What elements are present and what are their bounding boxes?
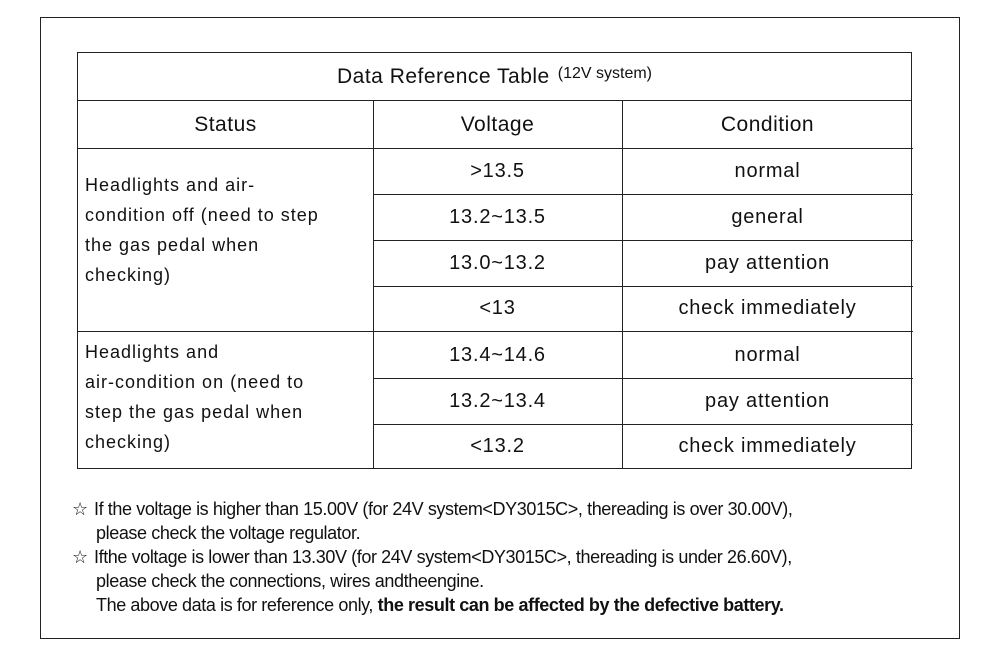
disclaimer-text: The above data is for reference only, <box>96 595 378 615</box>
disclaimer <box>72 593 932 617</box>
voltage-cell: >13.5 <box>470 160 525 182</box>
disclaimer-bold-text: the result can be affected by the defective battery. <box>377 595 784 615</box>
header-voltage: Voltage <box>373 101 622 149</box>
voltage-cell: 13.4~14.6 <box>449 343 546 366</box>
note-text: If the voltage is higher than 15.00V (for 24V system<DY3015C>, thereading is over 30.00V), <box>94 499 793 519</box>
note-low-voltage <box>72 545 932 569</box>
note-text: please check the connections, wires andtheengine. <box>96 571 484 591</box>
condition-cell: normal <box>734 160 801 182</box>
star-icon: ☆ <box>72 499 88 519</box>
header-status: Status <box>78 101 373 149</box>
voltage-cell: <13.2 <box>470 434 525 457</box>
voltage-cell: 13.0~13.2 <box>449 251 546 274</box>
status-headlights-ac-on: Headlights and air-condition on (need to step the gas pedal when checking) <box>85 342 305 452</box>
table-title: Data Reference Table <box>337 64 550 88</box>
condition-cell: general <box>731 205 804 228</box>
condition-cell: check immediately <box>678 434 857 457</box>
condition-cell: normal <box>734 343 801 366</box>
voltage-cell: <13 <box>479 297 516 319</box>
table-title-row <box>78 53 911 101</box>
star-icon: ☆ <box>72 547 88 567</box>
table-subtitle: (12V system) <box>557 64 652 82</box>
voltage-cell: 13.2~13.4 <box>449 389 546 412</box>
condition-cell: pay attention <box>705 251 830 274</box>
note-high-voltage <box>72 497 932 521</box>
status-headlights-ac-off: Headlights and air- condition off (need to step the gas pedal when checking) <box>85 175 319 285</box>
condition-cell: check immediately <box>678 297 857 319</box>
note-text: please check the voltage regulator. <box>96 523 361 543</box>
note-text: Ifthe voltage is lower than 13.30V (for 24V system<DY3015C>, thereading is under 26.60V), <box>94 547 792 567</box>
header-condition: Condition <box>622 101 913 149</box>
notes-section <box>72 497 932 617</box>
voltage-cell: 13.2~13.5 <box>449 205 546 228</box>
condition-cell: pay attention <box>705 389 830 412</box>
data-reference-table <box>77 52 912 469</box>
